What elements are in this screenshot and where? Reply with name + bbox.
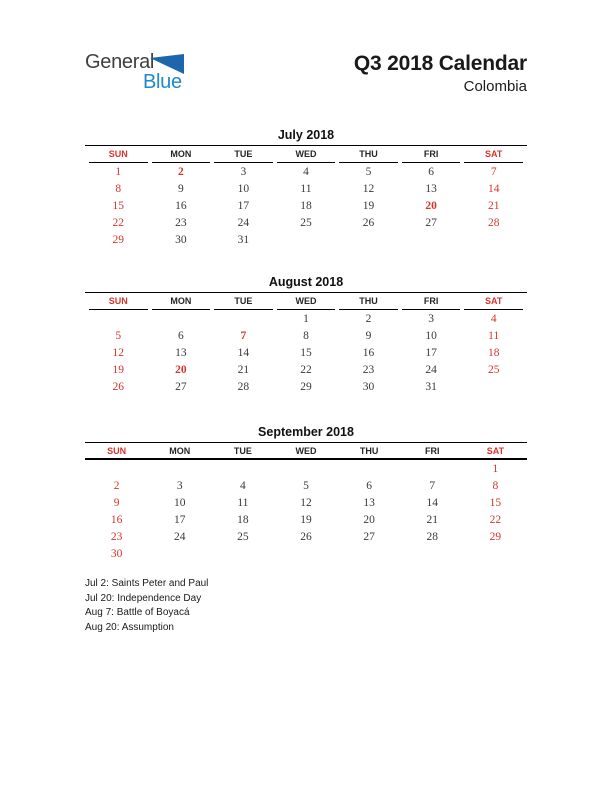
holiday-note: Aug 7: Battle of Boyacá bbox=[85, 607, 190, 618]
day-cell: 30 bbox=[362, 380, 375, 393]
week-row bbox=[89, 214, 523, 231]
day-cell: 12 bbox=[300, 496, 312, 509]
empty-cell bbox=[148, 460, 211, 477]
day-cell: 28 bbox=[426, 530, 439, 543]
day-header-tue: TUE bbox=[214, 293, 273, 310]
month-september-2018 bbox=[85, 425, 527, 562]
week-row bbox=[89, 231, 523, 248]
day-cell: 25 bbox=[237, 530, 249, 543]
week-row bbox=[89, 327, 523, 344]
empty-cell bbox=[274, 460, 337, 477]
day-cell: 15 bbox=[300, 346, 312, 359]
day-cell: 29 bbox=[489, 530, 502, 543]
day-header-sat: SAT bbox=[464, 443, 527, 460]
day-cell: 26 bbox=[362, 216, 375, 229]
month-title: September 2018 bbox=[85, 425, 527, 443]
week-row bbox=[85, 477, 527, 494]
day-cell: 10 bbox=[237, 182, 250, 195]
week-row bbox=[89, 378, 523, 395]
day-header-tue: TUE bbox=[211, 443, 274, 460]
day-cell: 24 bbox=[237, 216, 250, 229]
empty-cell bbox=[464, 378, 523, 395]
day-cell: 18 bbox=[237, 513, 249, 526]
day-cell: 21 bbox=[487, 199, 500, 212]
day-cell: 21 bbox=[426, 513, 439, 526]
logo-word-blue: Blue bbox=[143, 71, 182, 93]
day-cell: 10 bbox=[173, 496, 186, 509]
day-cell: 28 bbox=[487, 216, 500, 229]
day-cell: 20 bbox=[363, 513, 375, 526]
day-cell: 17 bbox=[237, 199, 250, 212]
day-cell: 3 bbox=[240, 165, 247, 178]
day-cell: 15 bbox=[112, 199, 125, 212]
day-cell: 4 bbox=[303, 165, 309, 178]
week-row bbox=[85, 511, 527, 528]
day-cell: 4 bbox=[490, 312, 497, 325]
day-cell: 17 bbox=[425, 346, 437, 359]
day-cell: 20 bbox=[175, 363, 187, 376]
day-cell: 18 bbox=[300, 199, 312, 212]
day-cell: 25 bbox=[487, 363, 500, 376]
day-header-sat: SAT bbox=[464, 293, 523, 310]
day-header-row bbox=[85, 443, 527, 460]
day-cell: 4 bbox=[239, 479, 246, 492]
calendars bbox=[85, 128, 527, 562]
empty-cell bbox=[464, 545, 527, 562]
day-cell: 6 bbox=[366, 479, 372, 492]
day-cell: 19 bbox=[362, 199, 375, 212]
blue-triangle-icon bbox=[150, 54, 184, 74]
empty-cell bbox=[401, 545, 464, 562]
empty-cell bbox=[152, 310, 211, 327]
week-row bbox=[85, 528, 527, 545]
empty-cell bbox=[338, 460, 401, 477]
day-cell: 11 bbox=[300, 182, 312, 195]
day-cell: 8 bbox=[115, 182, 122, 195]
day-cell: 26 bbox=[112, 380, 125, 393]
day-header-wed: WED bbox=[274, 443, 337, 460]
day-cell: 1 bbox=[303, 312, 309, 325]
day-cell: 31 bbox=[425, 380, 437, 393]
day-cell: 16 bbox=[175, 199, 187, 212]
day-cell: 17 bbox=[173, 513, 186, 526]
day-cell: 9 bbox=[113, 496, 120, 509]
month-grid-july-2018 bbox=[85, 146, 527, 248]
day-cell: 16 bbox=[362, 346, 375, 359]
day-cell: 18 bbox=[487, 346, 500, 359]
empty-cell bbox=[401, 460, 464, 477]
day-cell: 15 bbox=[489, 496, 502, 509]
day-header-wed: WED bbox=[277, 293, 336, 310]
week-row bbox=[85, 494, 527, 511]
day-cell: 29 bbox=[300, 380, 312, 393]
day-cell: 12 bbox=[112, 346, 125, 359]
day-cell: 14 bbox=[237, 346, 250, 359]
day-cell: 19 bbox=[112, 363, 125, 376]
day-cell: 27 bbox=[425, 216, 437, 229]
page-header bbox=[85, 52, 527, 98]
day-cell: 30 bbox=[175, 233, 187, 246]
empty-cell bbox=[85, 460, 148, 477]
day-header-wed: WED bbox=[277, 146, 336, 163]
holiday-note: Jul 20: Independence Day bbox=[85, 592, 202, 604]
holiday-note: Aug 20: Assumption bbox=[85, 621, 174, 633]
day-cell: 21 bbox=[237, 363, 250, 376]
day-cell: 30 bbox=[110, 547, 123, 560]
day-cell: 13 bbox=[363, 496, 375, 509]
day-cell: 28 bbox=[237, 380, 250, 393]
day-header-thu: THU bbox=[339, 146, 398, 163]
day-cell: 5 bbox=[303, 479, 309, 492]
day-cell: 22 bbox=[300, 363, 312, 376]
day-header-mon: MON bbox=[152, 293, 211, 310]
week-row bbox=[89, 180, 523, 197]
month-grid-september-2018 bbox=[85, 443, 527, 562]
day-cell: 8 bbox=[492, 479, 499, 492]
day-cell: 24 bbox=[173, 530, 186, 543]
day-cell: 24 bbox=[425, 363, 437, 376]
empty-cell bbox=[214, 310, 273, 327]
day-header-sat: SAT bbox=[464, 146, 523, 163]
week-row bbox=[85, 460, 527, 477]
title-block bbox=[354, 52, 527, 96]
month-july-2018 bbox=[85, 128, 527, 248]
month-grid-august-2018 bbox=[85, 293, 527, 395]
day-cell: 22 bbox=[112, 216, 125, 229]
month-august-2018 bbox=[85, 275, 527, 395]
day-header-sun: SUN bbox=[89, 293, 148, 310]
empty-cell bbox=[402, 231, 461, 248]
day-cell: 10 bbox=[425, 329, 437, 342]
day-cell: 22 bbox=[489, 513, 502, 526]
day-header-fri: FRI bbox=[402, 293, 461, 310]
day-cell: 29 bbox=[112, 233, 125, 246]
day-cell: 7 bbox=[490, 165, 497, 178]
day-cell: 25 bbox=[300, 216, 312, 229]
day-header-row bbox=[89, 146, 523, 163]
empty-cell bbox=[277, 231, 336, 248]
week-row bbox=[89, 197, 523, 214]
holiday-list bbox=[85, 577, 527, 635]
week-row bbox=[85, 545, 527, 562]
day-cell: 27 bbox=[175, 380, 187, 393]
day-cell: 23 bbox=[362, 363, 375, 376]
day-header-mon: MON bbox=[152, 146, 211, 163]
day-cell: 3 bbox=[176, 479, 183, 492]
day-cell: 16 bbox=[110, 513, 123, 526]
day-cell: 11 bbox=[488, 329, 500, 342]
day-header-sun: SUN bbox=[85, 443, 148, 460]
day-cell: 9 bbox=[177, 182, 184, 195]
day-cell: 19 bbox=[300, 513, 312, 526]
day-cell: 7 bbox=[429, 479, 436, 492]
day-cell: 5 bbox=[365, 165, 372, 178]
day-cell: 2 bbox=[365, 312, 372, 325]
day-cell: 6 bbox=[428, 165, 434, 178]
month-title: July 2018 bbox=[85, 128, 527, 146]
empty-cell bbox=[338, 545, 401, 562]
empty-cell bbox=[339, 231, 398, 248]
empty-cell bbox=[148, 545, 211, 562]
day-cell: 14 bbox=[426, 496, 439, 509]
empty-cell bbox=[464, 231, 523, 248]
week-row bbox=[89, 310, 523, 327]
week-row bbox=[89, 361, 523, 378]
day-cell: 12 bbox=[362, 182, 375, 195]
empty-cell bbox=[274, 545, 337, 562]
day-cell: 2 bbox=[113, 479, 120, 492]
logo-word-general: General bbox=[85, 51, 155, 73]
page-subtitle: Colombia bbox=[463, 78, 527, 95]
day-cell: 3 bbox=[428, 312, 434, 325]
day-cell: 11 bbox=[237, 496, 249, 509]
day-cell: 8 bbox=[303, 329, 309, 342]
day-header-mon: MON bbox=[148, 443, 211, 460]
page-title: Q3 2018 Calendar bbox=[353, 52, 527, 75]
holiday-note: Jul 2: Saints Peter and Paul bbox=[85, 578, 209, 589]
day-header-row bbox=[89, 293, 523, 310]
general-blue-logo bbox=[85, 52, 205, 92]
month-title: August 2018 bbox=[85, 275, 527, 293]
day-cell: 23 bbox=[175, 216, 187, 229]
week-row bbox=[89, 344, 523, 361]
week-row bbox=[89, 163, 523, 180]
day-cell: 13 bbox=[425, 182, 437, 195]
day-cell: 1 bbox=[115, 165, 122, 178]
day-header-sun: SUN bbox=[89, 146, 148, 163]
day-cell: 26 bbox=[300, 530, 312, 543]
day-cell: 20 bbox=[425, 199, 437, 212]
day-cell: 31 bbox=[237, 233, 250, 246]
day-header-tue: TUE bbox=[214, 146, 273, 163]
empty-cell bbox=[89, 310, 148, 327]
day-cell: 1 bbox=[492, 462, 499, 475]
day-header-thu: THU bbox=[338, 443, 401, 460]
day-cell: 23 bbox=[110, 530, 123, 543]
day-cell: 13 bbox=[175, 346, 187, 359]
day-cell: 5 bbox=[115, 329, 122, 342]
day-cell: 7 bbox=[240, 329, 247, 342]
day-cell: 6 bbox=[177, 329, 184, 342]
day-cell: 27 bbox=[363, 530, 375, 543]
day-cell: 9 bbox=[365, 329, 372, 342]
day-header-fri: FRI bbox=[401, 443, 464, 460]
day-header-fri: FRI bbox=[402, 146, 461, 163]
empty-cell bbox=[211, 460, 274, 477]
empty-cell bbox=[211, 545, 274, 562]
day-header-thu: THU bbox=[339, 293, 398, 310]
day-cell: 2 bbox=[177, 165, 184, 178]
day-cell: 14 bbox=[487, 182, 500, 195]
